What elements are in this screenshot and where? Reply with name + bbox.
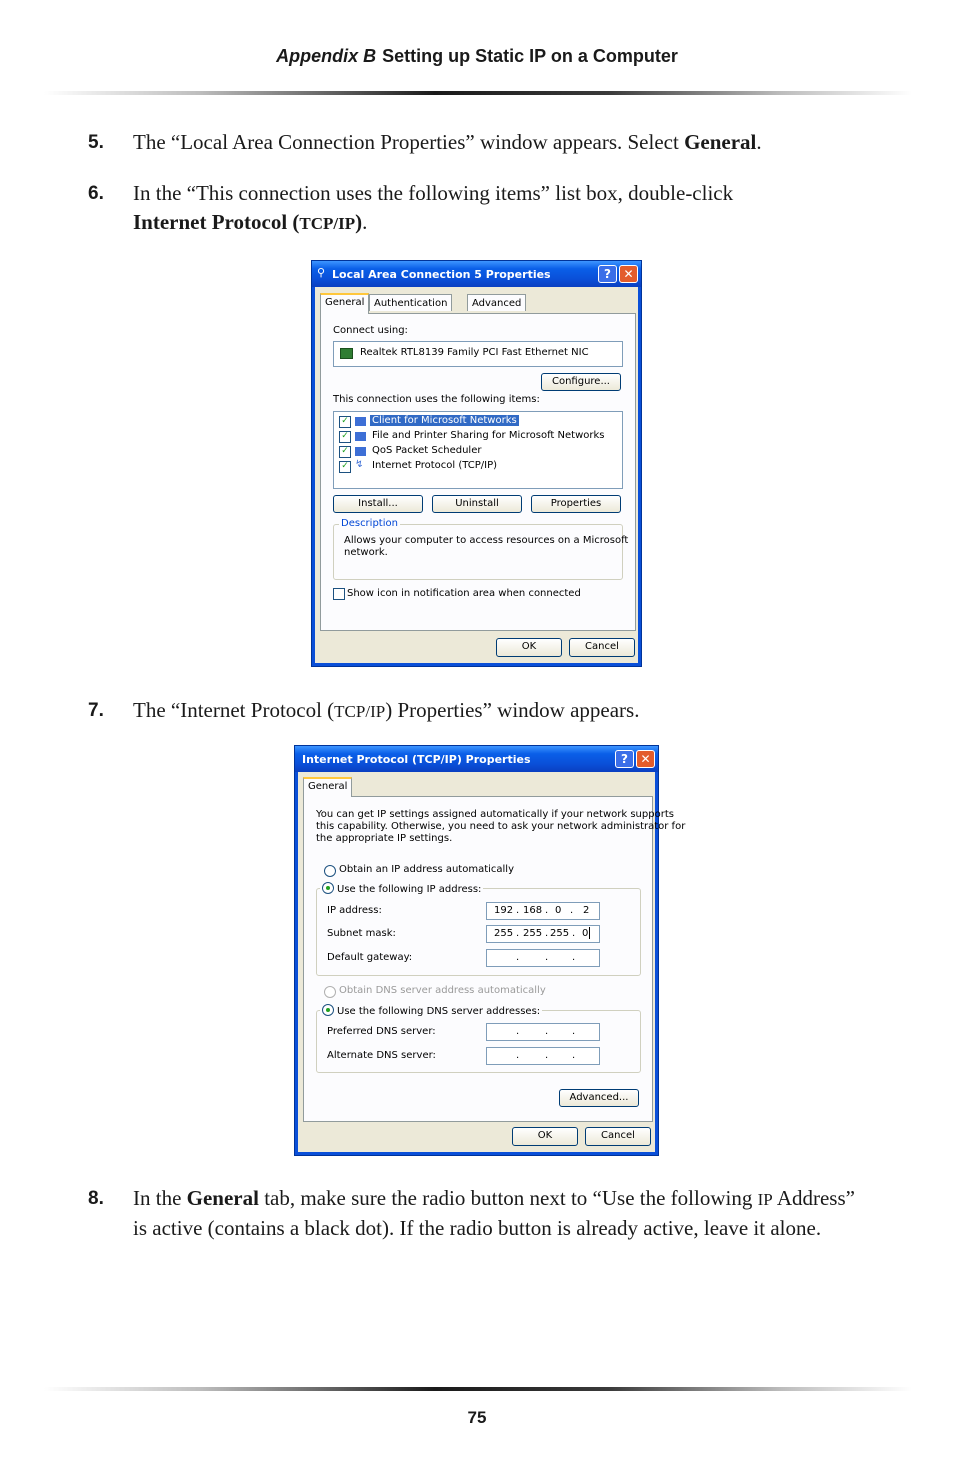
step-smallcaps: IP	[757, 1190, 773, 1209]
item-label: File and Printer Sharing for Microsoft Networks	[372, 430, 605, 441]
properties-button[interactable]	[531, 495, 621, 513]
step-bold: General	[186, 1186, 259, 1210]
tab-general[interactable]	[320, 293, 369, 314]
intro-text: this capability. Otherwise, you need to ask your network administrator for	[316, 821, 686, 832]
header-rule	[44, 91, 912, 95]
ok-button[interactable]	[512, 1127, 578, 1146]
use-dns-legend	[320, 1004, 542, 1017]
show-icon-checkbox[interactable]	[333, 588, 345, 600]
ok-button-label: OK	[537, 1130, 553, 1141]
item-checkbox[interactable]: ✓	[339, 431, 351, 443]
step-number: 8.	[88, 1188, 104, 1209]
header-prefix: Appendix B	[276, 46, 377, 66]
general-tab-panel	[303, 796, 686, 1122]
connect-using-label: Connect using:	[333, 325, 408, 336]
step-text: .	[756, 130, 762, 154]
ok-button[interactable]	[496, 638, 562, 657]
ip-octet: 192	[494, 905, 514, 916]
show-icon-label: Show icon in notification area when connected	[347, 588, 581, 599]
tab-label: Authentication	[374, 298, 448, 309]
adapter-field	[333, 341, 623, 367]
use-dns-radio[interactable]	[322, 1004, 334, 1016]
intro-text: the appropriate IP settings.	[316, 833, 453, 844]
description-text: network.	[344, 547, 388, 558]
item-label: Internet Protocol (TCP/IP)	[372, 460, 498, 471]
lan-properties-dialog	[311, 260, 642, 667]
adapter-icon	[340, 348, 353, 359]
use-ip-legend	[320, 882, 483, 895]
preferred-dns-input[interactable]: . . .	[486, 1023, 600, 1041]
subnet-octet: 0	[582, 928, 589, 939]
general-tab-panel	[320, 313, 636, 631]
subnet-octet: 255	[494, 928, 514, 939]
step-number: 6.	[88, 183, 104, 204]
item-checkbox[interactable]: ✓	[339, 446, 351, 458]
step-text: In the	[133, 1186, 187, 1210]
description-legend: Description	[341, 518, 398, 529]
alternate-dns-label: Alternate DNS server:	[327, 1050, 436, 1061]
install-button-label: Install...	[358, 498, 398, 509]
static-ip-group	[316, 884, 641, 976]
ok-button-label: OK	[521, 641, 537, 652]
close-button[interactable]: ✕	[636, 750, 655, 768]
dialog-titlebar	[295, 746, 658, 772]
obtain-ip-label: Obtain an IP address automatically	[339, 864, 515, 875]
network-icon: ⚲	[317, 266, 326, 279]
subnet-octet: 255	[550, 928, 570, 939]
step-bold: )	[355, 210, 363, 234]
step-6	[88, 179, 868, 238]
preferred-dns-label: Preferred DNS server:	[327, 1026, 436, 1037]
item-label: Client for Microsoft Networks	[372, 415, 517, 426]
dialog-title: Local Area Connection 5 Properties	[332, 268, 551, 281]
help-button[interactable]: ?	[598, 265, 617, 283]
install-button[interactable]	[333, 495, 423, 513]
page-number: 75	[467, 1408, 487, 1427]
items-label: This connection uses the following items:	[333, 394, 540, 405]
step-text: In the “This connection uses the following items” list box, double-click	[133, 181, 734, 205]
obtain-dns-radio[interactable]	[324, 986, 336, 998]
cancel-button[interactable]	[585, 1127, 651, 1146]
ip-octet: 0	[555, 905, 562, 916]
dialog-title: Internet Protocol (TCP/IP) Properties	[302, 753, 531, 766]
use-ip-label: Use the following IP address:	[337, 884, 482, 895]
tab-label: General	[325, 297, 365, 308]
tab-advanced[interactable]	[467, 294, 526, 311]
item-label: QoS Packet Scheduler	[372, 445, 482, 456]
tab-authentication[interactable]	[369, 294, 452, 311]
alternate-dns-input[interactable]: . . .	[486, 1047, 600, 1065]
step-8	[88, 1184, 868, 1243]
client-icon	[355, 417, 366, 426]
subnet-mask-input[interactable]: 255 . 255 . 255 . 0	[486, 925, 600, 943]
step-5	[88, 128, 868, 157]
tab-label: Advanced	[472, 298, 522, 309]
uninstall-button-label: Uninstall	[455, 498, 499, 509]
service-icon	[355, 447, 366, 456]
step-bold: Internet Protocol (	[133, 210, 300, 234]
description-group	[333, 518, 629, 580]
running-header	[0, 46, 954, 67]
item-checkbox[interactable]: ✓	[339, 416, 351, 428]
gateway-input[interactable]: . . .	[486, 949, 600, 967]
obtain-ip-radio[interactable]	[324, 865, 336, 877]
step-smallcaps: TCP/IP	[334, 702, 386, 721]
item-checkbox[interactable]: ✓	[339, 461, 351, 473]
obtain-dns-label: Obtain DNS server address automatically	[339, 985, 546, 996]
adapter-name: Realtek RTL8139 Family PCI Fast Ethernet NIC	[360, 347, 589, 358]
dialog-titlebar	[312, 261, 641, 287]
protocol-icon: ↯	[355, 459, 364, 470]
tab-general[interactable]	[303, 777, 352, 797]
header-title: Setting up Static IP on a Computer	[382, 46, 678, 66]
dialog-client	[315, 287, 638, 663]
items-listbox[interactable]	[333, 411, 623, 489]
step-text: Address” is active (contains a black dot). If the radio button is already active, leave it alone.	[133, 1186, 855, 1240]
dialog-client	[298, 772, 686, 1152]
step-number: 7.	[88, 700, 104, 721]
advanced-button[interactable]	[559, 1089, 639, 1107]
ip-address-input[interactable]: 192 . 168 . 0 . 2	[486, 902, 600, 920]
step-text: ) Properties” window appears.	[385, 698, 640, 722]
step-smallcaps: TCP/IP	[299, 214, 356, 233]
help-button[interactable]: ?	[615, 750, 634, 768]
step-number: 5.	[88, 132, 104, 153]
use-dns-label: Use the following DNS server addresses:	[337, 1006, 541, 1017]
step-7	[88, 696, 868, 726]
subnet-octet: 255	[523, 928, 543, 939]
ip-octet: 2	[583, 905, 590, 916]
configure-button-label: Configure...	[551, 376, 610, 387]
close-button[interactable]: ✕	[619, 265, 638, 283]
ip-address-label: IP address:	[327, 905, 382, 916]
uninstall-button[interactable]	[432, 495, 522, 513]
intro-text: You can get IP settings assigned automatically if your network supports	[316, 809, 674, 820]
step-text: .	[362, 210, 368, 234]
step-bold: General	[684, 130, 757, 154]
advanced-button-label: Advanced...	[569, 1092, 629, 1103]
service-icon	[355, 432, 366, 441]
use-ip-radio[interactable]	[322, 882, 334, 894]
tab-label: General	[308, 781, 348, 792]
configure-button[interactable]	[541, 373, 621, 391]
description-text: Allows your computer to access resources on a Microsoft	[344, 535, 629, 546]
static-dns-group	[316, 1006, 641, 1073]
cancel-button[interactable]	[569, 638, 635, 657]
ip-octet: 168	[523, 905, 543, 916]
text-cursor	[589, 927, 590, 939]
properties-button-label: Properties	[550, 498, 602, 509]
cancel-button-label: Cancel	[585, 641, 619, 652]
step-text: The “Local Area Connection Properties” window appears. Select	[133, 130, 685, 154]
tcpip-properties-dialog	[294, 745, 686, 1156]
cancel-button-label: Cancel	[601, 1130, 635, 1141]
step-text: The “Internet Protocol (	[133, 698, 335, 722]
subnet-mask-label: Subnet mask:	[327, 928, 396, 939]
step-text: tab, make sure the radio button next to “Use the following	[258, 1186, 758, 1210]
footer-rule	[44, 1387, 912, 1391]
gateway-label: Default gateway:	[327, 952, 413, 963]
